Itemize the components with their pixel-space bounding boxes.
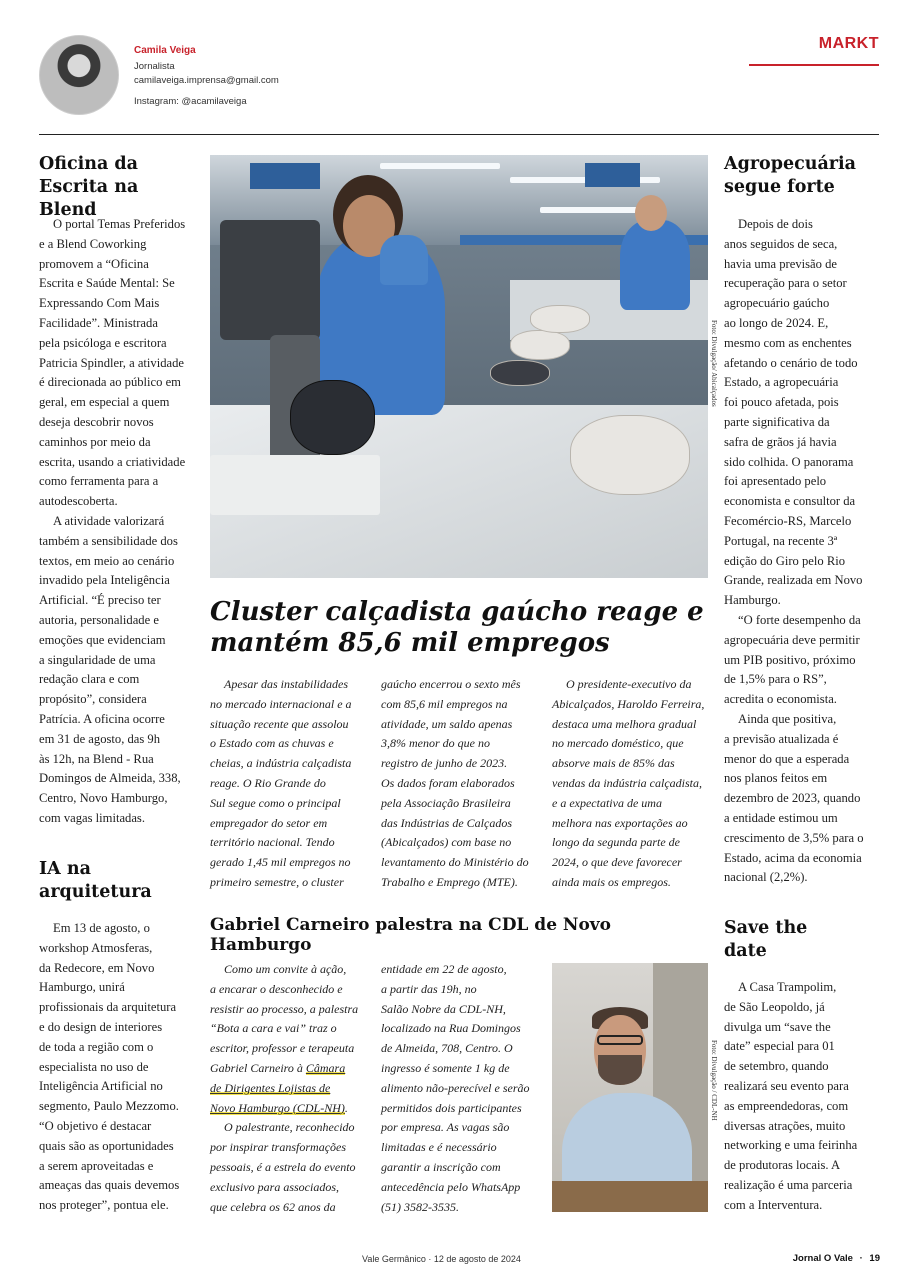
text-line: gaúcho encerrou o sexto mês: [381, 677, 521, 691]
text-line: permitidos dois participantes: [381, 1100, 522, 1115]
text-line: Patrícia. A oficina ocorre: [39, 711, 165, 726]
text-line: segmento, Paulo Mezzomo.: [39, 1099, 179, 1114]
text-line: safra de grãos já havia: [724, 434, 837, 449]
text-line: ingresso é somente 1 kg de: [381, 1060, 510, 1075]
cdl-col-2: [381, 960, 547, 1217]
text-line: de 1,5% para o RS”,: [724, 672, 827, 687]
text-line: (51) 3582-3535.: [381, 1199, 459, 1214]
text-line: destaca uma melhora gradual: [552, 716, 697, 731]
text-line: no mercado doméstico, que: [552, 736, 684, 751]
text-line: Inteligência Artificial no: [39, 1079, 163, 1094]
text-line: sido colhida. O panorama: [724, 454, 854, 469]
text-line: empregador do setor em: [210, 815, 328, 830]
text-line: a partir das 19h, no: [381, 981, 477, 996]
text-line: Os dados foram elaborados: [381, 775, 515, 790]
text-line: Fecomércio-RS, Marcelo: [724, 513, 852, 528]
text-line: a singularidade de uma: [39, 652, 156, 667]
text-line: por empresa. As vagas são: [381, 1120, 510, 1135]
text-line: foi pouco afetada, pois: [724, 395, 839, 410]
text-line: diversas atrações, muito: [724, 1118, 846, 1133]
text-line: reage. O Rio Grande do: [210, 775, 326, 790]
portrait-photo-credit: Foto: Divulgação / CDL-NH: [710, 1040, 718, 1121]
author-avatar: [39, 35, 119, 115]
text-line: com a Interventura.: [724, 1197, 823, 1212]
text-line: acredita o economista.: [724, 692, 837, 707]
cdl-link[interactable]: de Dirigentes Lojistas de: [210, 1080, 331, 1095]
text-line: gerado 1,45 mil empregos no: [210, 855, 351, 870]
text-line: a previsão atualizada é: [724, 731, 839, 746]
text-line: ameaças das quais devemos: [39, 1178, 180, 1193]
text-line: a serem aproveitadas e: [39, 1158, 154, 1173]
text-line: realizará seu evento para: [724, 1078, 849, 1093]
text-line: Portugal, na recente 3ª: [724, 533, 838, 548]
author-email[interactable]: camilaveiga.imprensa@gmail.com: [134, 75, 279, 86]
cluster-col-2: [381, 675, 543, 893]
text-line: workshop Atmosferas,: [39, 940, 153, 955]
text-line: também a sensibilidade dos: [39, 533, 178, 548]
factory-photo-credit: Foto: Divulgação/ Abicalçados: [710, 320, 718, 407]
author-role: Jornalista: [134, 61, 175, 72]
article-title-agro: Agropecuária segue forte: [724, 154, 857, 197]
text-line: antecedência pelo WhatsApp: [381, 1179, 521, 1194]
text-line: com vagas limitadas.: [39, 810, 145, 825]
footer-page: Jornal O Vale · 19: [792, 1253, 880, 1264]
text-line: agropecuária deve permitir: [724, 632, 860, 647]
text-line: é direcionada ao público em: [39, 375, 181, 390]
text-line: das Indústrias de Calçados: [381, 815, 513, 830]
text-line: Facilidade”. Ministrada: [39, 315, 158, 330]
cluster-col-3: [552, 675, 712, 893]
article-title-ia: IA na arquitetura: [39, 859, 152, 902]
text-line: menor do que a esperada: [724, 751, 850, 766]
text-line: nacional (2,2%).: [724, 870, 808, 885]
portrait-photo: [552, 963, 708, 1212]
text-line: Ainda que positiva,: [738, 711, 837, 726]
text-line: promovem a “Oficina: [39, 256, 149, 271]
text-line: no mercado internacional e a: [210, 696, 352, 711]
text-line: realização é uma parceria: [724, 1177, 853, 1192]
text-line: as empreendedoras, com: [724, 1098, 849, 1113]
article-body-ia: [39, 919, 199, 1216]
text-line: propósito”, considera: [39, 692, 147, 707]
text-line: o Estado com as chuvas e: [210, 736, 334, 751]
text-line: Hamburgo.: [724, 593, 781, 608]
text-line: Trabalho e Emprego (MTE).: [381, 874, 518, 889]
text-line: longo da segunda parte de: [552, 835, 680, 850]
text-line: emoções que evidenciam: [39, 632, 166, 647]
text-line: redação clara e com: [39, 672, 140, 687]
article-body-oficina: [39, 215, 199, 829]
text-line: e do design de interiores: [39, 1019, 163, 1034]
text-line: Em 13 de agosto, o: [53, 921, 150, 935]
text-line: e a expectativa de uma: [552, 795, 662, 810]
text-line: 3,8% menor do que no: [381, 736, 490, 751]
text-line: um PIB positivo, próximo: [724, 652, 856, 667]
cdl-link[interactable]: Novo Hamburgo (CDL-NH): [210, 1100, 345, 1115]
cluster-col-1: [210, 675, 372, 893]
section-rule: [749, 64, 879, 66]
text-line: havia uma previsão de: [724, 256, 837, 271]
text-line: de Almeida, 708, Centro. O: [381, 1041, 513, 1056]
text-line: O presidente-executivo da: [566, 677, 692, 691]
text-line: nos proteger”, pontua ele.: [39, 1198, 169, 1213]
text-line: “O objetivo é destacar: [39, 1118, 152, 1133]
text-line: Abicalçados, Haroldo Ferreira,: [552, 696, 705, 711]
text-line: situação recente que assolou: [210, 716, 349, 731]
text-line: Apesar das instabilidades: [224, 677, 349, 691]
text-line: atividade, um saldo apenas: [381, 716, 513, 731]
text-line: Escrita e Saúde Mental: Se: [39, 276, 175, 291]
text-line: absorve mais de 85% das: [552, 756, 675, 771]
text-line: registro de junho de 2023.: [381, 756, 508, 771]
text-line: ao longo de 2024. E,: [724, 315, 829, 330]
text-line: autoria, personalidade e: [39, 612, 159, 627]
text-line: vendas da indústria calçadista,: [552, 775, 702, 790]
text-line: Hamburgo, unirá: [39, 980, 125, 995]
text-line: “O forte desempenho da: [738, 612, 861, 627]
text-line: O portal Temas Preferidos: [53, 217, 186, 231]
text-line: Sul segue como o principal: [210, 795, 341, 810]
text-line: cheias, a indústria calçadista: [210, 756, 352, 771]
cdl-col-1: Como um convite à ação, a encarar o desconhecido e resistir ao processo, a palestra “Bota a cara e vai” traz o escritor, professor e terapeuta Gabriel Carneiro à Câmara de Dirigentes Lojistas de Novo Hamburgo (CDL-NH). O palestrante, reconhecido por inspirar transformações pessoais, é a estrela do evento exclusivo para associados, que celebra os 62 anos da: [210, 962, 359, 1214]
text-line: parte significativa da: [724, 414, 830, 429]
text-line: Grande, realizada em Novo: [724, 573, 863, 588]
text-line: às 12h, na Blend - Rua: [39, 751, 154, 766]
text-line: crescimento de 3,5% para o: [724, 830, 864, 845]
text-line: de toda a região com o: [39, 1039, 154, 1054]
text-line: da Redecore, em Novo: [39, 960, 155, 975]
text-line: foi apresentado pelo: [724, 474, 827, 489]
text-line: de São Leopoldo, já: [724, 999, 825, 1014]
cdl-headline: Gabriel Carneiro palestra na CDL de Novo Hamburgo: [210, 915, 612, 955]
text-line: melhora nas exportações ao: [552, 815, 688, 830]
text-line: networking e uma feirinha: [724, 1138, 858, 1153]
text-line: A Casa Trampolim,: [738, 980, 837, 994]
section-label: MARKT: [818, 35, 879, 52]
text-line: profissionais da arquitetura: [39, 1000, 177, 1015]
text-line: alimento não-perecível e serão: [381, 1080, 530, 1095]
text-line: invadido pela Inteligência: [39, 573, 170, 588]
text-line: e a Blend Coworking: [39, 236, 147, 251]
text-line: Estado, a agropecuária: [724, 375, 839, 390]
text-line: de produtoras locais. A: [724, 1158, 841, 1173]
author-name: Camila Veiga: [134, 45, 196, 56]
text-line: primeiro semestre, o cluster: [210, 874, 344, 889]
text-line: economista e consultor da: [724, 494, 856, 509]
text-line: autodescoberta.: [39, 494, 118, 509]
text-line: textos, em meio ao cenário: [39, 553, 175, 568]
text-line: entidade em 22 de agosto,: [381, 962, 507, 976]
text-line: limitadas e é necessário: [381, 1140, 497, 1155]
text-line: Domingos de Almeida, 338,: [39, 771, 181, 786]
text-line: pela psicóloga e escritora: [39, 335, 167, 350]
text-line: 2024, o que deve favorecer: [552, 855, 682, 870]
text-line: (Abicalçados) com base no: [381, 835, 512, 850]
factory-photo: [210, 155, 708, 578]
footer-edition: Vale Germânico · 12 de agosto de 2024: [362, 1254, 521, 1264]
text-line: Centro, Novo Hamburgo,: [39, 791, 168, 806]
main-headline: Cluster calçadista gaúcho reage e mantém 85,6 mil empregos: [210, 597, 704, 658]
text-line: mesmo com as enchentes: [724, 335, 852, 350]
article-title-oficina: Oficina da Escrita na Blend: [39, 154, 139, 220]
article-title-save-date: Save the date: [724, 918, 808, 961]
text-line: Artificial. “É preciso ter: [39, 593, 161, 608]
text-line: pela Associação Brasileira: [381, 795, 511, 810]
text-line: deseja descobrir novos: [39, 414, 154, 429]
author-instagram[interactable]: Instagram: @acamilaveiga: [134, 96, 247, 107]
text-line: recuperação para o setor: [724, 276, 847, 291]
text-line: anos seguidos de seca,: [724, 236, 838, 251]
text-line: como ferramenta para a: [39, 474, 159, 489]
text-line: Depois de dois: [738, 217, 813, 231]
text-line: quais são as oportunidades: [39, 1138, 174, 1153]
text-line: caminhos por meio da: [39, 434, 151, 449]
text-line: escrita, usando a criatividade: [39, 454, 186, 469]
text-line: localizado na Rua Domingos: [381, 1021, 521, 1036]
text-line: ainda mais os empregos.: [552, 874, 671, 889]
text-line: dezembro de 2023, quando: [724, 791, 861, 806]
cdl-link[interactable]: Câmara: [305, 1060, 346, 1075]
text-line: com 85,6 mil empregos na: [381, 696, 508, 711]
header-divider: [39, 134, 879, 135]
text-line: afetando o cenário de todo: [724, 355, 858, 370]
text-line: território nacional. Tendo: [210, 835, 335, 850]
text-line: especialista no uso de: [39, 1059, 149, 1074]
text-line: nos planos feitos em: [724, 771, 828, 786]
text-line: Estado, acima da economia: [724, 850, 862, 865]
text-line: de setembro, quando: [724, 1059, 829, 1074]
text-line: levantamento do Ministério do: [381, 855, 529, 870]
text-line: em 31 de agosto, das 9h: [39, 731, 161, 746]
article-body-save-date: [724, 978, 884, 1216]
text-line: a entidade estimou um: [724, 810, 838, 825]
article-body-agro: [724, 215, 884, 888]
text-line: agropecuário gaúcho: [724, 296, 830, 311]
text-line: Salão Nobre da CDL-NH,: [381, 1001, 506, 1016]
text-line: A atividade valorizará: [53, 513, 165, 528]
text-line: edição do Giro pelo Rio: [724, 553, 846, 568]
text-line: Expressando Com Mais: [39, 296, 160, 311]
text-line: date” especial para 01: [724, 1039, 835, 1054]
text-line: geral, em especial a quem: [39, 395, 170, 410]
text-line: divulga um “save the: [724, 1019, 831, 1034]
text-line: garantir a inscrição com: [381, 1159, 501, 1174]
text-line: Patricia Spindler, a atividade: [39, 355, 184, 370]
